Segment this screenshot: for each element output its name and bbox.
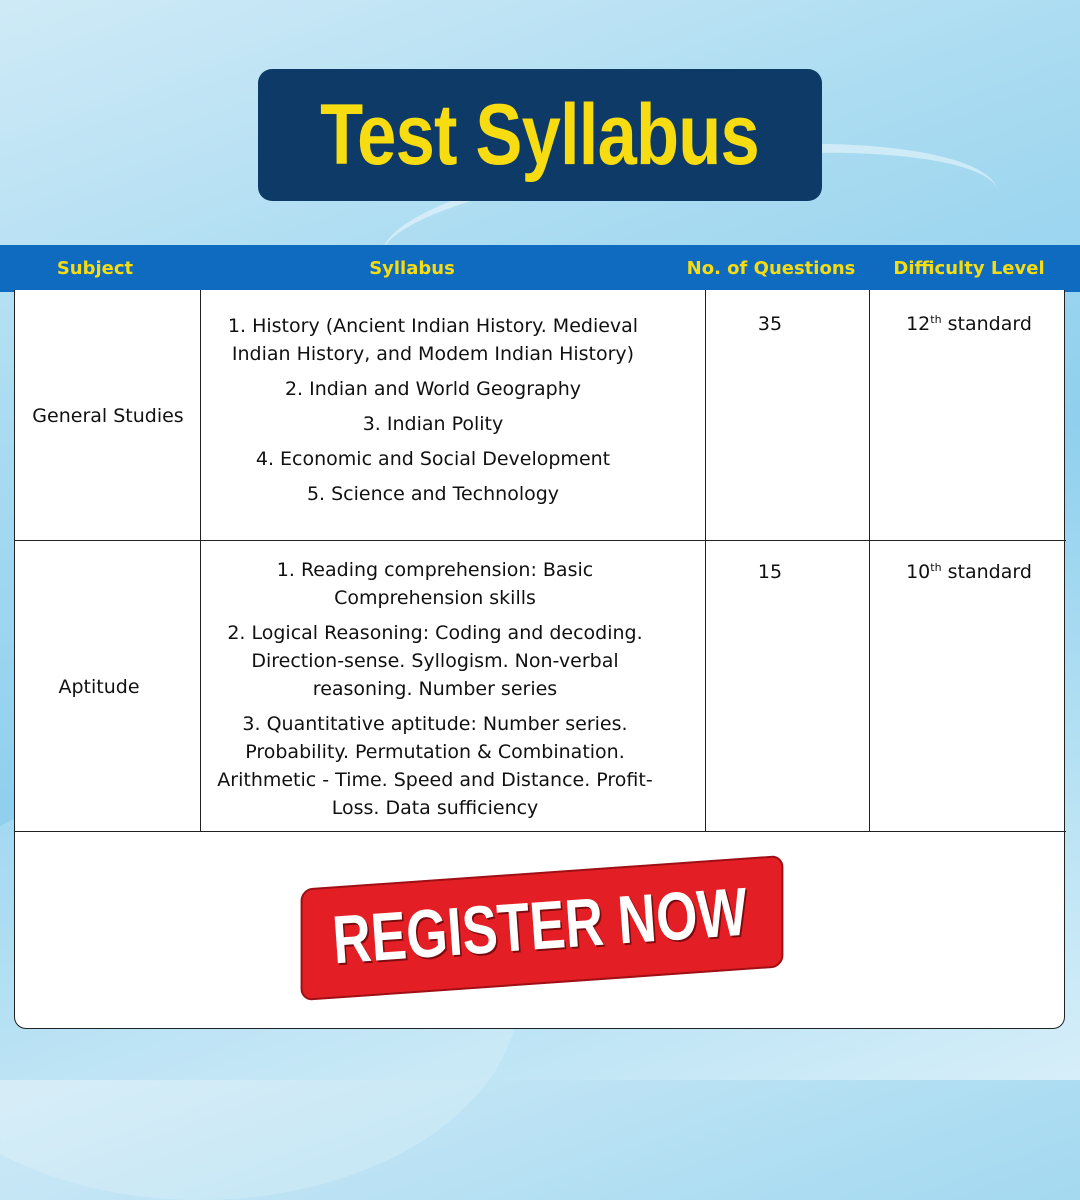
difficulty-number: 10: [906, 561, 931, 583]
syllabus-item: 2. Indian and World Geography: [284, 378, 582, 400]
difficulty-level: [871, 558, 1067, 586]
column-divider: [705, 290, 706, 832]
register-now-button[interactable]: [292, 860, 788, 992]
title-banner: [258, 69, 822, 201]
difficulty-suffix: th: [930, 313, 942, 326]
difficulty-text: standard: [941, 313, 1032, 335]
row-divider: [14, 831, 1066, 832]
header-difficulty: Difficulty Level: [893, 258, 1045, 279]
question-count: 15: [757, 561, 783, 583]
row-divider: [14, 540, 1066, 541]
question-count: 35: [757, 313, 783, 335]
difficulty-level: [871, 310, 1067, 338]
register-now-label: REGISTER NOW: [330, 873, 750, 979]
syllabus-item: 3. Indian Polity: [362, 413, 504, 435]
header-questions: No. of Questions: [686, 258, 856, 279]
header-syllabus: Syllabus: [369, 258, 455, 279]
syllabus-list: [210, 556, 660, 829]
syllabus-item: 2. Logical Reasoning: Coding and decoding. Direction-sense. Syllogism. Non-verbal reasoning. Number series: [227, 622, 643, 700]
header-subject: Subject: [56, 258, 134, 279]
table-row-subject: Aptitude: [58, 675, 140, 698]
column-divider: [200, 290, 201, 832]
table-header: [0, 245, 1080, 292]
difficulty-number: 12: [906, 313, 931, 335]
syllabus-item: 5. Science and Technology: [306, 483, 560, 505]
table-row-subject: General Studies: [32, 405, 184, 427]
page-title: Test Syllabus: [320, 86, 760, 183]
syllabus-item: 1. History (Ancient Indian History. Medieval Indian History, and Modem Indian History): [227, 315, 639, 365]
syllabus-item: 4. Economic and Social Development: [255, 448, 611, 470]
syllabus-item: 1. Reading comprehension: Basic Comprehension skills: [276, 559, 594, 609]
difficulty-text: standard: [941, 561, 1032, 583]
column-divider: [869, 290, 870, 832]
syllabus-list: [210, 312, 656, 515]
difficulty-suffix: th: [930, 561, 942, 574]
syllabus-item: 3. Quantitative aptitude: Number series. Probability. Permutation & Combination. Arithmetic - Time. Speed and Distance. Profit-Loss. Data sufficiency: [217, 713, 653, 819]
